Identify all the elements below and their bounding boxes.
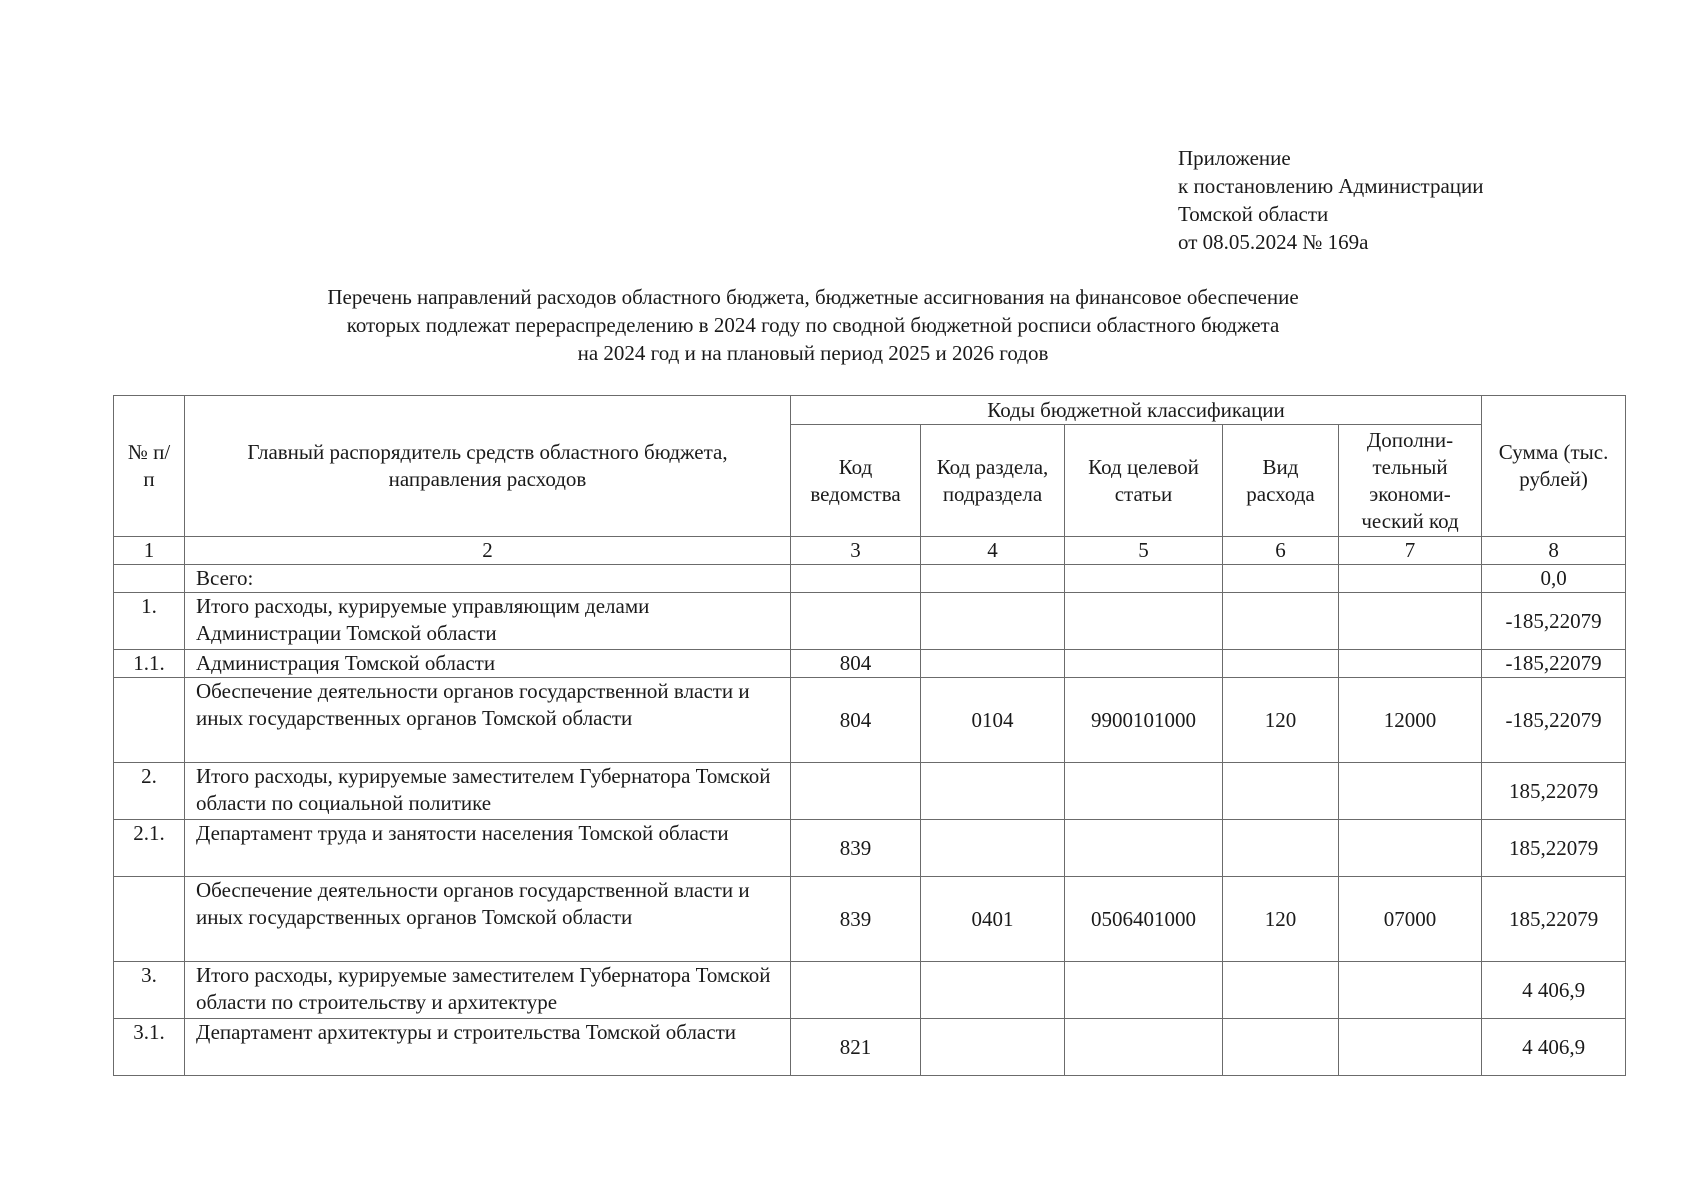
column-number: 2: [185, 537, 791, 565]
row-section: 0104: [921, 678, 1065, 763]
row-sum: 185,22079: [1482, 763, 1626, 820]
row-type: [1223, 763, 1339, 820]
row-type: [1223, 820, 1339, 877]
table-row: [114, 877, 1626, 962]
appendix-line: Приложение: [1178, 146, 1291, 170]
column-number: 3: [791, 537, 921, 565]
row-name: Департамент труда и занятости населения Томской области: [185, 820, 791, 877]
table-row: [114, 962, 1626, 1019]
row-section: [921, 650, 1065, 678]
row-name: Обеспечение деятельности органов государственной власти и иных государственных органов Томской области: [185, 678, 791, 763]
row-sum: 185,22079: [1482, 820, 1626, 877]
row-econ: [1339, 650, 1482, 678]
row-num: 2.: [114, 763, 185, 820]
row-target: [1065, 962, 1223, 1019]
column-number: 8: [1482, 537, 1626, 565]
total-label: Всего:: [185, 565, 791, 593]
header-name: Главный распорядитель средств областного бюджета, направления расходов: [185, 396, 791, 537]
row-target: [1065, 1019, 1223, 1076]
row-econ: [1339, 593, 1482, 650]
row-dept: 839: [791, 820, 921, 877]
table-row: [114, 820, 1626, 877]
row-type: [1223, 962, 1339, 1019]
row-dept: 839: [791, 877, 921, 962]
title-line: на 2024 год и на плановый период 2025 и 2026 годов: [577, 341, 1049, 365]
row-target: [1065, 820, 1223, 877]
row-sum: 185,22079: [1482, 877, 1626, 962]
header-section-code: Код раздела, подраздела: [921, 425, 1065, 537]
title-line: которых подлежат перераспределению в 2024 году по сводной бюджетной росписи областного бюджета: [346, 313, 1280, 337]
header-expense-type: Вид расхода: [1223, 425, 1339, 537]
row-econ: [1339, 763, 1482, 820]
row-target: 0506401000: [1065, 877, 1223, 962]
appendix-line: от 08.05.2024 № 169а: [1178, 230, 1369, 254]
document-title: [0, 283, 1626, 367]
row-section: [921, 962, 1065, 1019]
header-num: № п/п: [114, 396, 185, 537]
row-target: 9900101000: [1065, 678, 1223, 763]
table-row: [114, 763, 1626, 820]
row-sum: -185,22079: [1482, 650, 1626, 678]
row-sum: -185,22079: [1482, 678, 1626, 763]
appendix-line: Томской области: [1178, 202, 1329, 226]
total-row: [114, 565, 1626, 593]
row-dept: [791, 763, 921, 820]
row-target: [1065, 650, 1223, 678]
header-target-code: Код целевой статьи: [1065, 425, 1223, 537]
row-name: Администрация Томской области: [185, 650, 791, 678]
header-sum: Сумма (тыс. рублей): [1482, 396, 1626, 537]
title-line: Перечень направлений расходов областного бюджета, бюджетные ассигнования на финансовое обеспечение: [327, 285, 1299, 309]
row-num: 1.: [114, 593, 185, 650]
appendix-block: [1178, 144, 1484, 256]
row-type: [1223, 650, 1339, 678]
table-row: [114, 593, 1626, 650]
row-name: Итого расходы, курируемые управляющим делами Администрации Томской области: [185, 593, 791, 650]
column-number: 1: [114, 537, 185, 565]
row-name: Итого расходы, курируемые заместителем Губернатора Томской области по строительству и архитектуре: [185, 962, 791, 1019]
budget-table: [113, 395, 1626, 1076]
column-number: 4: [921, 537, 1065, 565]
row-type: 120: [1223, 877, 1339, 962]
row-name: Обеспечение деятельности органов государственной власти и иных государственных органов Томской области: [185, 877, 791, 962]
row-type: [1223, 593, 1339, 650]
column-number: 6: [1223, 537, 1339, 565]
row-num: [114, 678, 185, 763]
column-numbers-row: [114, 537, 1626, 565]
row-section: [921, 593, 1065, 650]
row-econ: [1339, 1019, 1482, 1076]
header-codes-group: Коды бюджетной классификации: [791, 396, 1482, 425]
row-section: [921, 1019, 1065, 1076]
row-section: 0401: [921, 877, 1065, 962]
row-name: Департамент архитектуры и строительства Томской области: [185, 1019, 791, 1076]
table-row: [114, 1019, 1626, 1076]
row-dept: 821: [791, 1019, 921, 1076]
row-econ: [1339, 962, 1482, 1019]
row-dept: 804: [791, 650, 921, 678]
total-sum: 0,0: [1482, 565, 1626, 593]
row-num: 3.: [114, 962, 185, 1019]
row-section: [921, 820, 1065, 877]
row-dept: [791, 962, 921, 1019]
table-row: [114, 650, 1626, 678]
row-econ: [1339, 820, 1482, 877]
row-dept: 804: [791, 678, 921, 763]
row-num: [114, 877, 185, 962]
appendix-line: к постановлению Администрации: [1178, 174, 1484, 198]
row-econ: 12000: [1339, 678, 1482, 763]
row-type: 120: [1223, 678, 1339, 763]
row-econ: 07000: [1339, 877, 1482, 962]
column-number: 5: [1065, 537, 1223, 565]
row-target: [1065, 593, 1223, 650]
row-sum: -185,22079: [1482, 593, 1626, 650]
row-name: Итого расходы, курируемые заместителем Губернатора Томской области по социальной политике: [185, 763, 791, 820]
table-row: [114, 678, 1626, 763]
row-num: 2.1.: [114, 820, 185, 877]
row-dept: [791, 593, 921, 650]
header-econ-code: Дополни-тельный экономи-ческий код: [1339, 425, 1482, 537]
row-num: 1.1.: [114, 650, 185, 678]
row-sum: 4 406,9: [1482, 962, 1626, 1019]
header-dept-code: Код ведомства: [791, 425, 921, 537]
column-number: 7: [1339, 537, 1482, 565]
row-num: 3.1.: [114, 1019, 185, 1076]
row-section: [921, 763, 1065, 820]
row-target: [1065, 763, 1223, 820]
row-type: [1223, 1019, 1339, 1076]
row-sum: 4 406,9: [1482, 1019, 1626, 1076]
